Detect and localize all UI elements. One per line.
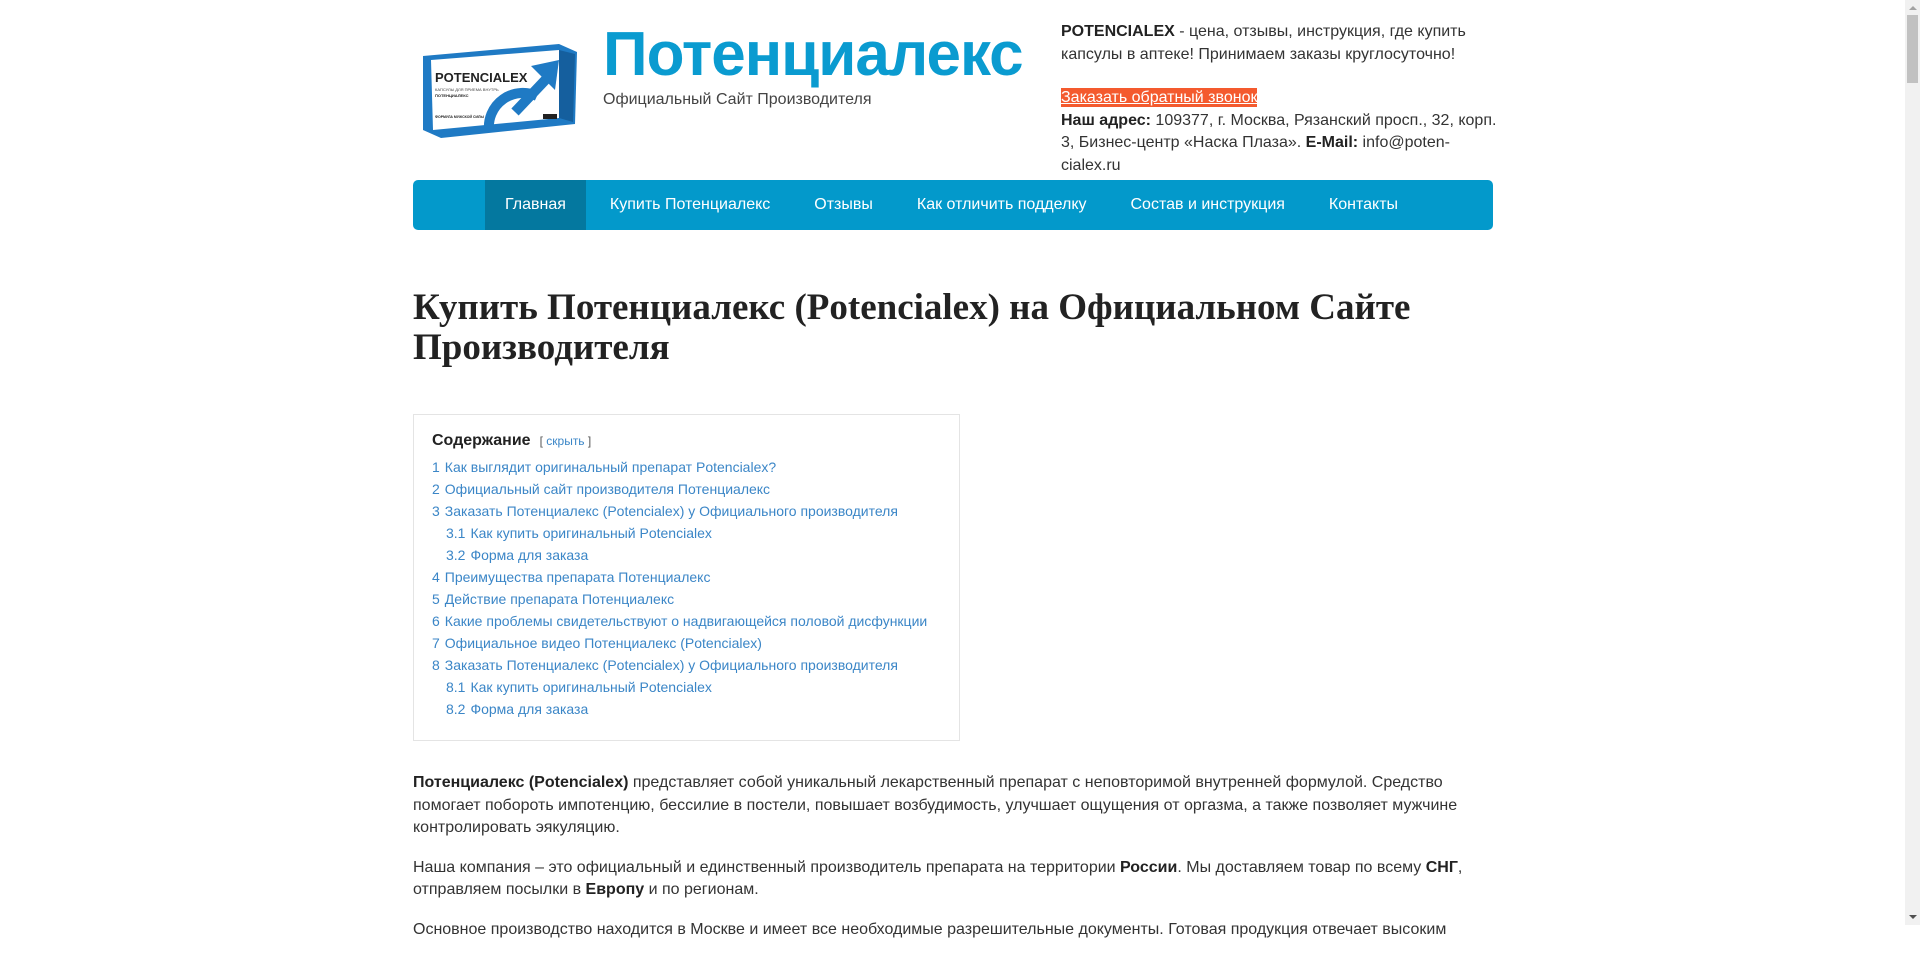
toc-item-label[interactable]: Заказать Потенциалекс (Potencialex) у Официального производителя	[444, 503, 898, 519]
paragraph-text: , отправляем посылки в	[413, 858, 1463, 898]
toc-item-label[interactable]: Какие проблемы свидетельствуют о надвигающейся половой дисфункции	[444, 613, 928, 629]
product-name-bold: Потенциалекс (Potencialex)	[413, 774, 629, 791]
main-nav	[413, 180, 1493, 230]
site-header	[413, 0, 1497, 213]
toc-item-label[interactable]: Официальное видео Потенциалекс (Potencialex)	[444, 635, 762, 651]
table-of-contents	[413, 414, 960, 741]
paragraph-intro	[413, 772, 1493, 840]
toc-item-label[interactable]: Форма для заказа	[470, 701, 589, 717]
toc-toggle-bracket-open: [	[539, 434, 543, 448]
nav-item-home[interactable]: Главная	[485, 180, 586, 230]
bold-russia: России	[1120, 858, 1178, 876]
nav-item-composition[interactable]: Состав и инструкция	[1130, 196, 1285, 213]
toc-item-number: 5	[432, 591, 440, 607]
toc-item-number: 8.2	[446, 701, 466, 717]
nav-item-reviews[interactable]: Отзывы	[814, 196, 873, 213]
toc-item[interactable]	[432, 632, 941, 654]
paragraph-text: . Мы доставляем товар по всему	[1177, 858, 1426, 876]
toc-item-label[interactable]: Заказать Потенциалекс (Potencialex) у Официального производителя	[444, 657, 898, 673]
toc-item[interactable]	[432, 456, 941, 478]
nav-item-contacts[interactable]: Контакты	[1328, 196, 1399, 213]
toc-item-number: 8	[432, 657, 440, 673]
email-label: E-Mail:	[1305, 134, 1359, 151]
logo-sub-text-2: ПОТЕНЦИАЛЕКС	[435, 93, 469, 98]
toc-subitem[interactable]	[432, 676, 941, 698]
header-brand: POTENCIALEX	[1061, 23, 1175, 40]
toc-item-number: 4	[432, 569, 440, 585]
toc-item-label[interactable]: Форма для заказа	[470, 547, 589, 563]
toc-header	[432, 432, 941, 450]
toc-item-number: 3.1	[446, 525, 466, 541]
toc-hide-link[interactable]: скрыть	[546, 434, 585, 448]
callback-request-link[interactable]: Заказать обратный звонок	[1061, 89, 1258, 106]
paragraph-production: Основное производство находится в Москве и имеет все необходимые разрешительные документы. Готовая продукция отвечает высоким	[413, 920, 1447, 938]
toc-item-label[interactable]: Как выглядит оригинальный препарат Potencialex?	[444, 459, 777, 475]
address-text: 109377, г. Москва, Рязанский просп., 32, корп. 3, Бизнес-центр «Наска Плаза».	[1061, 111, 1497, 151]
toc-item-number: 8.1	[446, 679, 466, 695]
toc-item-label[interactable]: Действие препарата Потенциалекс	[444, 591, 675, 607]
nav-item-fake-check[interactable]: Как отличить подделку	[916, 196, 1087, 213]
toc-item-label[interactable]: Официальный сайт производителя Потенциалекс	[444, 481, 771, 497]
toc-subitem[interactable]	[432, 544, 941, 566]
product-logo-image[interactable]	[419, 38, 579, 142]
toc-title: Содержание	[432, 432, 531, 449]
page-title: Купить Потенциалекс (Potencialex) на Официальном Сайте Производителя	[413, 287, 1411, 368]
toc-item-number: 2	[432, 481, 440, 497]
toc-item[interactable]	[432, 478, 941, 500]
toc-item-number: 3	[432, 503, 440, 519]
toc-item[interactable]	[432, 654, 941, 676]
toc-item-label[interactable]: Как купить оригинальный Potencialex	[470, 679, 712, 695]
toc-item-number: 7	[432, 635, 440, 651]
toc-item-number: 6	[432, 613, 440, 629]
article-body	[413, 772, 1493, 958]
toc-item[interactable]	[432, 610, 941, 632]
scroll-down-arrow-icon[interactable]	[1905, 910, 1920, 925]
toc-item-number: 3.2	[446, 547, 466, 563]
site-description: Официальный Сайт Производителя	[603, 91, 872, 108]
header-tagline: - цена, отзывы, инструкция, где купить капсулы в аптеке! Принимаем заказы круглосуточно!	[1061, 23, 1466, 63]
toc-item[interactable]	[432, 566, 941, 588]
toc-subitem[interactable]	[432, 522, 941, 544]
paragraph-text: Наша компания – это официальный и единственный производитель препарата на территории	[413, 858, 1121, 876]
scrollbar-thumb[interactable]	[1907, 15, 1918, 83]
vertical-scrollbar[interactable]	[1905, 0, 1920, 925]
paragraph-text: представляет собой уникальный лекарственный препарат с неповторимой внутренней формулой. Средство помогает побороть импотенцию, бессилие в постели, повышает возбудимость, улучшает ощущения от оргазма, а также позволяет мужчине контролировать эякуляцию.	[413, 774, 1458, 836]
logo-sub-text: КАПСУЛЫ ДЛЯ ПРИЕМА ВНУТРЬ	[435, 87, 499, 92]
scroll-up-arrow-icon[interactable]	[1905, 0, 1920, 15]
toc-item[interactable]	[432, 588, 941, 610]
nav-item-buy[interactable]: Купить Потенциалекс	[609, 196, 771, 213]
toc-toggle-bracket-close: ]	[587, 434, 592, 448]
toc-item-number: 1	[432, 459, 440, 475]
logo-formula-text: ФОРМУЛА МУЖСКОЙ СИЛЫ	[435, 115, 484, 119]
toc-item-label[interactable]: Преимущества препарата Потенциалекс	[444, 569, 711, 585]
toc-list	[432, 456, 941, 720]
logo-brand-text: POTENCIALEX	[435, 70, 528, 85]
toc-toggle	[540, 434, 592, 448]
toc-item-label[interactable]: Как купить оригинальный Potencialex	[470, 525, 712, 541]
toc-subitem[interactable]	[432, 698, 941, 720]
email-text: info@poten-cialex.ru	[1061, 134, 1450, 174]
page	[413, 0, 1497, 938]
bold-europe: Европу	[585, 881, 645, 898]
site-title-link[interactable]: Потенциалекс	[603, 20, 1023, 89]
header-contact-info	[1061, 21, 1501, 177]
address-label: Наш адрес:	[1061, 111, 1151, 129]
toc-item[interactable]	[432, 500, 941, 522]
bold-cis: СНГ	[1425, 858, 1458, 876]
paragraph-text: и по регионам.	[644, 881, 759, 898]
paragraph-company	[413, 857, 1493, 902]
